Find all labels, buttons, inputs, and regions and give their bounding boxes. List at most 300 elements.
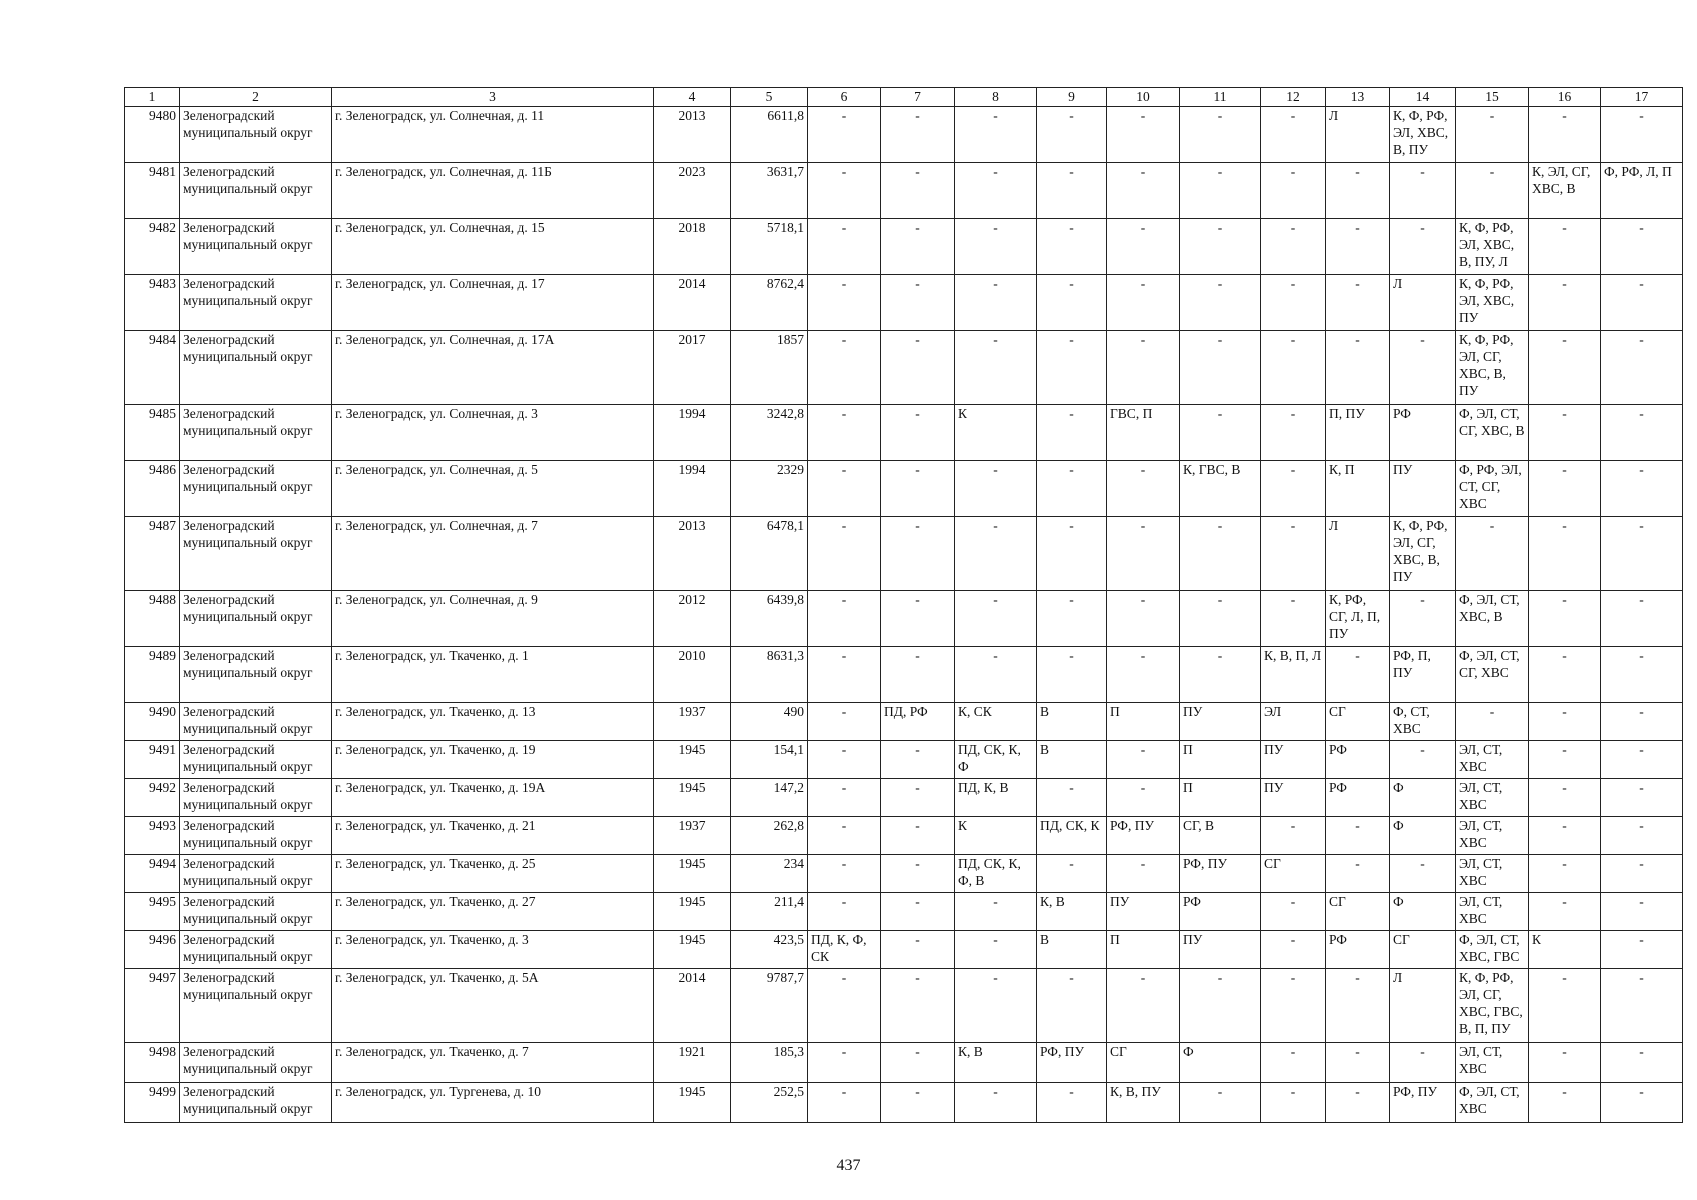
- table-cell: 9494: [125, 855, 180, 893]
- table-cell: -: [1326, 163, 1390, 219]
- table-cell: ПД, СК, К, Ф: [955, 741, 1037, 779]
- column-header: 3: [332, 88, 654, 107]
- table-cell: ЭЛ, СТ, ХВС: [1456, 741, 1529, 779]
- column-header: 16: [1529, 88, 1601, 107]
- table-cell: 147,2: [731, 779, 808, 817]
- table-cell: Зеленоградский муниципальный округ: [180, 969, 332, 1043]
- table-cell: 490: [731, 703, 808, 741]
- table-cell: СГ, В: [1180, 817, 1261, 855]
- table-cell: -: [881, 275, 955, 331]
- table-cell: -: [881, 163, 955, 219]
- table-cell: -: [1261, 275, 1326, 331]
- table-cell: 252,5: [731, 1083, 808, 1123]
- table-cell: -: [1261, 1083, 1326, 1123]
- table-cell: -: [1601, 275, 1683, 331]
- table-cell: -: [1601, 331, 1683, 405]
- table-cell: 9493: [125, 817, 180, 855]
- table-row: [125, 817, 1683, 855]
- table-cell: Ф, ЭЛ, СТ, СГ, ХВС, В: [1456, 405, 1529, 461]
- table-cell: -: [955, 647, 1037, 703]
- table-row: [125, 591, 1683, 647]
- table-cell: -: [1390, 219, 1456, 275]
- table-cell: -: [1037, 969, 1107, 1043]
- table-cell: 1945: [654, 741, 731, 779]
- table-cell: -: [1107, 969, 1180, 1043]
- table-cell: -: [808, 1043, 881, 1083]
- table-cell: -: [1326, 1043, 1390, 1083]
- table-row: [125, 1083, 1683, 1123]
- table-cell: 423,5: [731, 931, 808, 969]
- table-cell: -: [881, 893, 955, 931]
- table-cell: -: [1326, 969, 1390, 1043]
- table-cell: -: [881, 405, 955, 461]
- table-cell: Зеленоградский муниципальный округ: [180, 931, 332, 969]
- table-cell: РФ: [1180, 893, 1261, 931]
- table-cell: -: [881, 817, 955, 855]
- table-cell: -: [1326, 647, 1390, 703]
- table-row: [125, 275, 1683, 331]
- table-cell: -: [1601, 517, 1683, 591]
- page-number: 437: [836, 1157, 861, 1174]
- table-cell: -: [1326, 855, 1390, 893]
- table-cell: -: [808, 969, 881, 1043]
- table-cell: 8762,4: [731, 275, 808, 331]
- table-cell: Зеленоградский муниципальный округ: [180, 893, 332, 931]
- table-cell: -: [1601, 461, 1683, 517]
- table-cell: -: [1529, 893, 1601, 931]
- table-cell: -: [1107, 855, 1180, 893]
- table-cell: -: [808, 703, 881, 741]
- table-cell: -: [1261, 107, 1326, 163]
- table-cell: П, ПУ: [1326, 405, 1390, 461]
- table-cell: 9496: [125, 931, 180, 969]
- table-cell: г. Зеленоградск, ул. Ткаченко, д. 7: [332, 1043, 654, 1083]
- table-cell: -: [1529, 779, 1601, 817]
- table-cell: -: [955, 893, 1037, 931]
- table-cell: 9482: [125, 219, 180, 275]
- table-cell: Зеленоградский муниципальный округ: [180, 703, 332, 741]
- table-cell: -: [955, 219, 1037, 275]
- table-cell: -: [1107, 517, 1180, 591]
- table-cell: -: [1529, 405, 1601, 461]
- table-cell: -: [1456, 703, 1529, 741]
- table-cell: 9492: [125, 779, 180, 817]
- table-cell: 2014: [654, 275, 731, 331]
- table-cell: 2329: [731, 461, 808, 517]
- table-cell: -: [1601, 219, 1683, 275]
- table-cell: -: [1390, 591, 1456, 647]
- table-cell: -: [1107, 107, 1180, 163]
- table-cell: г. Зеленоградск, ул. Тургенева, д. 10: [332, 1083, 654, 1123]
- table-cell: г. Зеленоградск, ул. Солнечная, д. 5: [332, 461, 654, 517]
- table-cell: Зеленоградский муниципальный округ: [180, 1043, 332, 1083]
- table-cell: -: [1326, 1083, 1390, 1123]
- table-cell: -: [1601, 855, 1683, 893]
- table-cell: г. Зеленоградск, ул. Солнечная, д. 17А: [332, 331, 654, 405]
- table-cell: ЭЛ: [1261, 703, 1326, 741]
- table-cell: Зеленоградский муниципальный округ: [180, 779, 332, 817]
- table-cell: -: [1261, 969, 1326, 1043]
- table-row: [125, 855, 1683, 893]
- table-cell: -: [1326, 331, 1390, 405]
- table-row: [125, 461, 1683, 517]
- table-cell: -: [955, 163, 1037, 219]
- registry-table: [124, 87, 1683, 1123]
- table-cell: -: [881, 591, 955, 647]
- table-cell: -: [1601, 703, 1683, 741]
- table-cell: -: [955, 969, 1037, 1043]
- table-cell: РФ: [1326, 741, 1390, 779]
- table-cell: 9484: [125, 331, 180, 405]
- table-cell: -: [1261, 1043, 1326, 1083]
- table-cell: -: [1390, 855, 1456, 893]
- table-cell: 1945: [654, 931, 731, 969]
- table-cell: -: [1326, 817, 1390, 855]
- table-cell: РФ: [1326, 779, 1390, 817]
- table-cell: -: [1261, 219, 1326, 275]
- table-row: [125, 163, 1683, 219]
- table-cell: -: [1601, 1083, 1683, 1123]
- table-cell: Зеленоградский муниципальный округ: [180, 817, 332, 855]
- table-cell: Л: [1326, 517, 1390, 591]
- table-cell: ПД, К, Ф, СК: [808, 931, 881, 969]
- table-cell: -: [1529, 331, 1601, 405]
- table-cell: К, П: [1326, 461, 1390, 517]
- table-cell: К, Ф, РФ, ЭЛ, СГ, ХВС, В, ПУ: [1390, 517, 1456, 591]
- table-cell: ПД, СК, К: [1037, 817, 1107, 855]
- table-cell: 1937: [654, 703, 731, 741]
- table-cell: 2013: [654, 517, 731, 591]
- table-cell: К, Ф, РФ, ЭЛ, СГ, ХВС, ГВС, В, П, ПУ: [1456, 969, 1529, 1043]
- table-cell: 2018: [654, 219, 731, 275]
- table-cell: 9495: [125, 893, 180, 931]
- table-cell: г. Зеленоградск, ул. Ткаченко, д. 27: [332, 893, 654, 931]
- table-cell: ЭЛ, СТ, ХВС: [1456, 1043, 1529, 1083]
- table-cell: -: [955, 461, 1037, 517]
- table-cell: Зеленоградский муниципальный округ: [180, 163, 332, 219]
- table-cell: 9490: [125, 703, 180, 741]
- table-cell: К, ЭЛ, СГ, ХВС, В: [1529, 163, 1601, 219]
- table-cell: -: [881, 779, 955, 817]
- table-cell: Зеленоградский муниципальный округ: [180, 855, 332, 893]
- table-cell: г. Зеленоградск, ул. Ткаченко, д. 3: [332, 931, 654, 969]
- table-cell: -: [1107, 461, 1180, 517]
- table-cell: 8631,3: [731, 647, 808, 703]
- table-cell: -: [1326, 219, 1390, 275]
- table-cell: -: [881, 647, 955, 703]
- table-cell: -: [1037, 517, 1107, 591]
- table-cell: 234: [731, 855, 808, 893]
- column-number-row: [125, 88, 1683, 107]
- table-cell: Зеленоградский муниципальный округ: [180, 107, 332, 163]
- table-body: [125, 107, 1683, 1123]
- table-cell: -: [955, 107, 1037, 163]
- table-cell: г. Зеленоградск, ул. Солнечная, д. 7: [332, 517, 654, 591]
- table-cell: -: [1037, 107, 1107, 163]
- table-cell: ПУ: [1180, 931, 1261, 969]
- table-cell: СГ: [1326, 703, 1390, 741]
- table-cell: Зеленоградский муниципальный округ: [180, 647, 332, 703]
- table-cell: ГВС, П: [1107, 405, 1180, 461]
- table-cell: Зеленоградский муниципальный округ: [180, 405, 332, 461]
- table-cell: К: [955, 405, 1037, 461]
- table-cell: ПД, РФ: [881, 703, 955, 741]
- table-row: [125, 1043, 1683, 1083]
- table-cell: 1994: [654, 405, 731, 461]
- table-cell: Зеленоградский муниципальный округ: [180, 331, 332, 405]
- table-row: [125, 517, 1683, 591]
- table-cell: 9489: [125, 647, 180, 703]
- table-row: [125, 703, 1683, 741]
- table-cell: Л: [1326, 107, 1390, 163]
- table-cell: -: [1601, 741, 1683, 779]
- table-cell: -: [1529, 219, 1601, 275]
- table-cell: 211,4: [731, 893, 808, 931]
- table-cell: -: [1529, 1043, 1601, 1083]
- table-cell: 9480: [125, 107, 180, 163]
- table-cell: -: [1529, 461, 1601, 517]
- table-cell: Ф: [1180, 1043, 1261, 1083]
- table-cell: 1945: [654, 1083, 731, 1123]
- table-cell: -: [1180, 647, 1261, 703]
- table-row: [125, 331, 1683, 405]
- table-cell: Ф, РФ, Л, П: [1601, 163, 1683, 219]
- table-cell: Зеленоградский муниципальный округ: [180, 741, 332, 779]
- table-cell: -: [1601, 817, 1683, 855]
- table-cell: -: [808, 779, 881, 817]
- table-cell: Ф, ЭЛ, СТ, ХВС, В: [1456, 591, 1529, 647]
- table-cell: -: [1180, 969, 1261, 1043]
- table-cell: г. Зеленоградск, ул. Ткаченко, д. 5А: [332, 969, 654, 1043]
- column-header: 17: [1601, 88, 1683, 107]
- table-cell: -: [1107, 779, 1180, 817]
- table-cell: -: [1601, 591, 1683, 647]
- table-cell: Ф: [1390, 779, 1456, 817]
- table-cell: -: [1107, 163, 1180, 219]
- table-cell: РФ, ПУ: [1390, 1083, 1456, 1123]
- table-cell: -: [1529, 703, 1601, 741]
- table-cell: г. Зеленоградск, ул. Ткаченко, д. 1: [332, 647, 654, 703]
- table-row: [125, 969, 1683, 1043]
- table-cell: ПУ: [1261, 741, 1326, 779]
- table-cell: РФ: [1390, 405, 1456, 461]
- table-cell: Л: [1390, 969, 1456, 1043]
- table-cell: г. Зеленоградск, ул. Ткаченко, д. 25: [332, 855, 654, 893]
- table-cell: -: [1261, 893, 1326, 931]
- table-cell: ПУ: [1390, 461, 1456, 517]
- table-cell: К, Ф, РФ, ЭЛ, ХВС, ПУ: [1456, 275, 1529, 331]
- table-cell: -: [1601, 779, 1683, 817]
- table-cell: -: [1529, 855, 1601, 893]
- table-cell: -: [1037, 275, 1107, 331]
- table-cell: СГ: [1261, 855, 1326, 893]
- table-cell: К, РФ, СГ, Л, П, ПУ: [1326, 591, 1390, 647]
- table-cell: К: [955, 817, 1037, 855]
- table-cell: -: [1601, 647, 1683, 703]
- table-cell: -: [808, 163, 881, 219]
- table-cell: 9787,7: [731, 969, 808, 1043]
- column-header: 1: [125, 88, 180, 107]
- table-cell: г. Зеленоградск, ул. Солнечная, д. 15: [332, 219, 654, 275]
- table-cell: -: [1390, 331, 1456, 405]
- column-header: 13: [1326, 88, 1390, 107]
- table-cell: 1921: [654, 1043, 731, 1083]
- table-cell: 9487: [125, 517, 180, 591]
- table-cell: -: [1037, 219, 1107, 275]
- table-cell: -: [1261, 163, 1326, 219]
- table-cell: ПУ: [1180, 703, 1261, 741]
- table-cell: -: [1529, 517, 1601, 591]
- table-cell: -: [1037, 163, 1107, 219]
- table-cell: -: [1107, 591, 1180, 647]
- table-cell: г. Зеленоградск, ул. Ткаченко, д. 13: [332, 703, 654, 741]
- table-cell: -: [808, 331, 881, 405]
- table-cell: К, В, ПУ: [1107, 1083, 1180, 1123]
- table-cell: Зеленоградский муниципальный округ: [180, 219, 332, 275]
- table-cell: -: [1180, 275, 1261, 331]
- column-header: 4: [654, 88, 731, 107]
- table-cell: -: [808, 517, 881, 591]
- table-cell: -: [1037, 855, 1107, 893]
- table-cell: -: [881, 461, 955, 517]
- table-cell: -: [808, 817, 881, 855]
- table-row: [125, 741, 1683, 779]
- table-cell: -: [881, 741, 955, 779]
- column-header: 14: [1390, 88, 1456, 107]
- table-cell: 185,3: [731, 1043, 808, 1083]
- table-cell: 1945: [654, 855, 731, 893]
- table-cell: К, Ф, РФ, ЭЛ, ХВС, В, ПУ, Л: [1456, 219, 1529, 275]
- table-cell: -: [1601, 107, 1683, 163]
- table-cell: 5718,1: [731, 219, 808, 275]
- table-cell: 2013: [654, 107, 731, 163]
- table-cell: ЭЛ, СТ, ХВС: [1456, 855, 1529, 893]
- table-cell: 9499: [125, 1083, 180, 1123]
- table-cell: СГ: [1390, 931, 1456, 969]
- table-cell: 6611,8: [731, 107, 808, 163]
- table-cell: -: [808, 405, 881, 461]
- table-cell: -: [1037, 1083, 1107, 1123]
- column-header: 10: [1107, 88, 1180, 107]
- table-cell: 9488: [125, 591, 180, 647]
- table-cell: 9483: [125, 275, 180, 331]
- table-cell: -: [1037, 779, 1107, 817]
- table-cell: В: [1037, 931, 1107, 969]
- table-cell: -: [1037, 405, 1107, 461]
- table-cell: -: [1390, 163, 1456, 219]
- table-cell: -: [1037, 461, 1107, 517]
- table-cell: -: [808, 275, 881, 331]
- table-cell: -: [1456, 107, 1529, 163]
- table-cell: -: [1529, 817, 1601, 855]
- table-cell: 2012: [654, 591, 731, 647]
- table-cell: 9491: [125, 741, 180, 779]
- table-cell: г. Зеленоградск, ул. Солнечная, д. 17: [332, 275, 654, 331]
- table-cell: Ф, СТ, ХВС: [1390, 703, 1456, 741]
- table-cell: -: [881, 1043, 955, 1083]
- table-cell: К, В: [1037, 893, 1107, 931]
- table-cell: -: [881, 969, 955, 1043]
- table-cell: К, ГВС, В: [1180, 461, 1261, 517]
- table-cell: РФ, ПУ: [1037, 1043, 1107, 1083]
- table-row: [125, 405, 1683, 461]
- table-cell: г. Зеленоградск, ул. Солнечная, д. 3: [332, 405, 654, 461]
- table-cell: -: [955, 275, 1037, 331]
- table-cell: 9498: [125, 1043, 180, 1083]
- table-cell: П: [1180, 741, 1261, 779]
- table-cell: Ф, ЭЛ, СТ, ХВС: [1456, 1083, 1529, 1123]
- table-cell: -: [955, 591, 1037, 647]
- table-cell: 9497: [125, 969, 180, 1043]
- table-cell: В: [1037, 703, 1107, 741]
- table-cell: К, Ф, РФ, ЭЛ, ХВС, В, ПУ: [1390, 107, 1456, 163]
- table-cell: -: [1601, 931, 1683, 969]
- table-cell: -: [1529, 647, 1601, 703]
- table-cell: В: [1037, 741, 1107, 779]
- table-cell: -: [808, 855, 881, 893]
- table-cell: -: [881, 331, 955, 405]
- table-cell: Зеленоградский муниципальный округ: [180, 1083, 332, 1123]
- table-cell: Зеленоградский муниципальный округ: [180, 275, 332, 331]
- table-cell: -: [955, 517, 1037, 591]
- table-cell: -: [1180, 1083, 1261, 1123]
- table-cell: г. Зеленоградск, ул. Ткаченко, д. 19: [332, 741, 654, 779]
- table-cell: -: [1601, 405, 1683, 461]
- column-header: 9: [1037, 88, 1107, 107]
- table-cell: -: [1261, 331, 1326, 405]
- table-cell: СГ: [1326, 893, 1390, 931]
- table-cell: К, СК: [955, 703, 1037, 741]
- table-cell: 1937: [654, 817, 731, 855]
- table-cell: -: [1456, 163, 1529, 219]
- table-cell: -: [1107, 647, 1180, 703]
- table-cell: -: [1180, 163, 1261, 219]
- table-row: [125, 107, 1683, 163]
- table-cell: 6439,8: [731, 591, 808, 647]
- table-cell: Ф, РФ, ЭЛ, СТ, СГ, ХВС: [1456, 461, 1529, 517]
- table-cell: -: [808, 219, 881, 275]
- table-cell: 1857: [731, 331, 808, 405]
- table-cell: К, Ф, РФ, ЭЛ, СГ, ХВС, В, ПУ: [1456, 331, 1529, 405]
- table-cell: ЭЛ, СТ, ХВС: [1456, 893, 1529, 931]
- column-header: 15: [1456, 88, 1529, 107]
- table-cell: -: [1601, 1043, 1683, 1083]
- table-cell: ПУ: [1261, 779, 1326, 817]
- table-cell: -: [808, 461, 881, 517]
- table-cell: г. Зеленоградск, ул. Солнечная, д. 11: [332, 107, 654, 163]
- table-cell: РФ: [1326, 931, 1390, 969]
- table-cell: -: [1390, 741, 1456, 779]
- table-cell: -: [1261, 931, 1326, 969]
- table-cell: -: [1180, 591, 1261, 647]
- table-cell: 154,1: [731, 741, 808, 779]
- table-cell: 3242,8: [731, 405, 808, 461]
- table-cell: ПУ: [1107, 893, 1180, 931]
- table-cell: П: [1107, 703, 1180, 741]
- table-cell: П: [1107, 931, 1180, 969]
- column-header: 12: [1261, 88, 1326, 107]
- table-cell: г. Зеленоградск, ул. Солнечная, д. 9: [332, 591, 654, 647]
- table-cell: -: [808, 107, 881, 163]
- table-cell: г. Зеленоградск, ул. Ткаченко, д. 19А: [332, 779, 654, 817]
- table-cell: -: [808, 591, 881, 647]
- table-cell: Л: [1390, 275, 1456, 331]
- table-cell: -: [1456, 517, 1529, 591]
- table-cell: 2023: [654, 163, 731, 219]
- table-cell: -: [1261, 817, 1326, 855]
- table-cell: -: [1529, 275, 1601, 331]
- table-cell: -: [808, 1083, 881, 1123]
